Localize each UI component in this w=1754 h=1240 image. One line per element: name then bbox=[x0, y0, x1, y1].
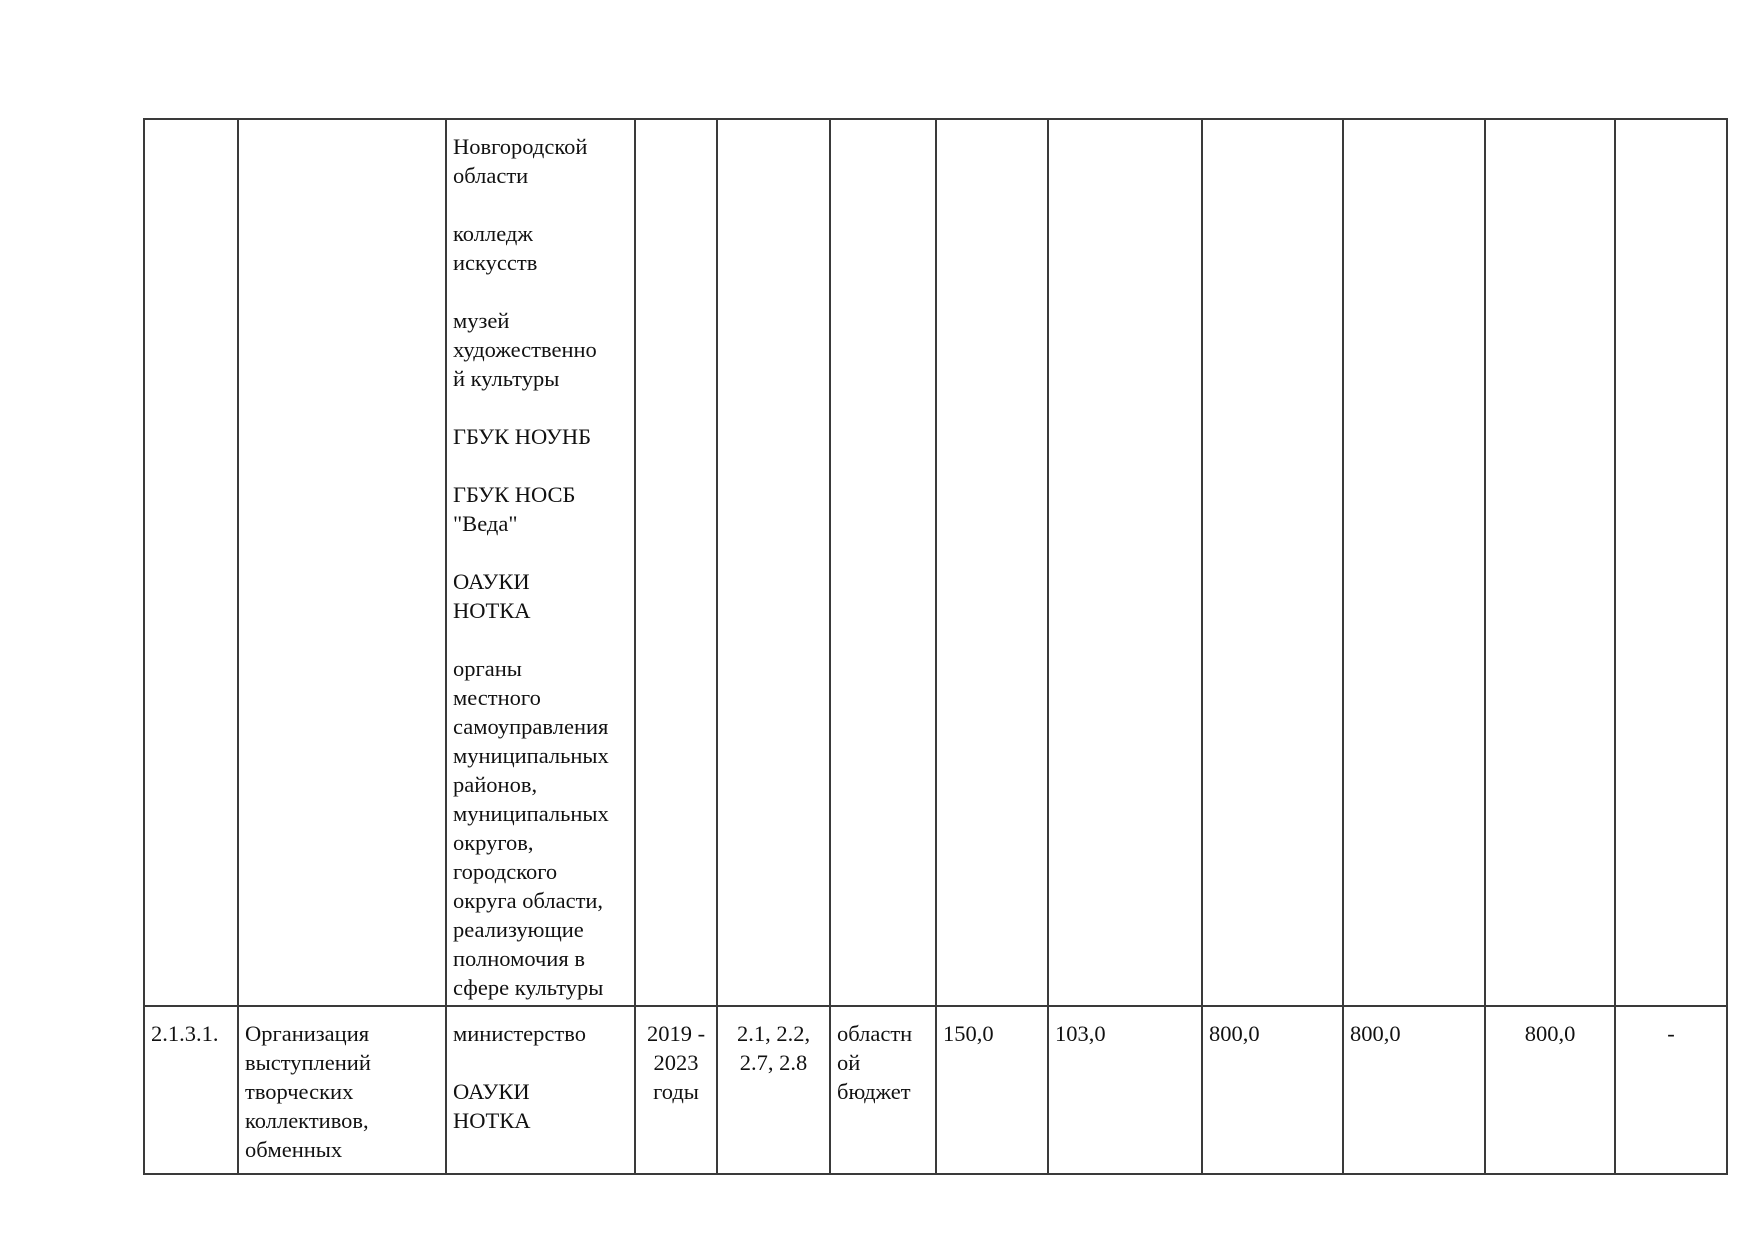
cell-2022: 800,0 bbox=[1343, 1006, 1485, 1174]
source-line: бюджет bbox=[837, 1079, 911, 1104]
cell-extra bbox=[1615, 119, 1727, 1006]
cell-event bbox=[238, 119, 446, 1006]
cell-source bbox=[830, 119, 936, 1006]
source-line: ой bbox=[837, 1050, 861, 1075]
cell-indicators bbox=[717, 1006, 830, 1174]
cell-indicators bbox=[717, 119, 830, 1006]
cell-2022 bbox=[1343, 119, 1485, 1006]
program-activities-table bbox=[143, 118, 1728, 1175]
cell-executors bbox=[446, 119, 635, 1006]
event-line: творческих bbox=[245, 1079, 354, 1104]
executor-line: районов, bbox=[453, 772, 538, 797]
cell-number bbox=[144, 119, 238, 1006]
cell-2019: 150,0 bbox=[936, 1006, 1048, 1174]
row-number: 2.1.3.1. bbox=[151, 1021, 219, 1046]
cell-event bbox=[238, 1006, 446, 1174]
executor-line: городского bbox=[453, 859, 558, 884]
executor-line: органы bbox=[453, 656, 522, 681]
executor-line: муниципальных bbox=[453, 743, 609, 768]
indicator-line: 2.1, 2.2, bbox=[736, 1021, 811, 1046]
period-line: годы bbox=[653, 1079, 699, 1104]
cell-2021: 800,0 bbox=[1202, 1006, 1343, 1174]
period-line: 2023 bbox=[653, 1050, 699, 1075]
cell-2020 bbox=[1048, 119, 1202, 1006]
cell-source bbox=[830, 1006, 936, 1174]
table-row bbox=[144, 119, 1727, 1006]
cell-period bbox=[635, 119, 717, 1006]
table-row bbox=[144, 1006, 1727, 1174]
event-line: Организация bbox=[245, 1021, 370, 1046]
cell-2020: 103,0 bbox=[1048, 1006, 1202, 1174]
executor-line: полномочия в bbox=[453, 946, 585, 971]
executor-line: ОАУКИ bbox=[453, 1079, 530, 1104]
cell-2021 bbox=[1202, 119, 1343, 1006]
executor-line: ГБУК НОУНБ bbox=[453, 424, 592, 449]
executor-line: й культуры bbox=[453, 366, 560, 391]
period-line: 2019 - bbox=[646, 1021, 706, 1046]
executor-line: ГБУК НОСБ bbox=[453, 482, 576, 507]
cell-2023: 800,0 bbox=[1485, 1006, 1615, 1174]
executor-line: "Веда" bbox=[453, 511, 518, 536]
cell-2023 bbox=[1485, 119, 1615, 1006]
executor-line: муниципальных bbox=[453, 801, 609, 826]
cell-2019 bbox=[936, 119, 1048, 1006]
executor-line: НОТКА bbox=[453, 598, 531, 623]
executor-line: округов, bbox=[453, 830, 534, 855]
cell-number bbox=[144, 1006, 238, 1174]
cell-period bbox=[635, 1006, 717, 1174]
executor-line: искусств bbox=[453, 250, 538, 275]
executor-line: сфере культуры bbox=[453, 975, 604, 1000]
cell-executors bbox=[446, 1006, 635, 1174]
event-line: выступлений bbox=[245, 1050, 371, 1075]
executor-line: музей bbox=[453, 308, 510, 333]
executor-line: местного bbox=[453, 685, 541, 710]
source-line: областн bbox=[837, 1021, 913, 1046]
executor-line: самоуправления bbox=[453, 714, 609, 739]
event-line: коллективов, bbox=[245, 1108, 369, 1133]
executor-line: художественно bbox=[453, 337, 597, 362]
executor-line: области bbox=[453, 163, 529, 188]
executor-line: ОАУКИ bbox=[453, 569, 530, 594]
executor-line: колледж bbox=[453, 221, 533, 246]
executor-line: НОТКА bbox=[453, 1108, 531, 1133]
indicator-line: 2.7, 2.8 bbox=[739, 1050, 808, 1075]
executor-line: министерство bbox=[453, 1021, 586, 1046]
executor-line: Новгородской bbox=[453, 134, 588, 159]
executor-line: округа области, bbox=[453, 888, 604, 913]
cell-extra: - bbox=[1615, 1006, 1727, 1174]
event-line: обменных bbox=[245, 1137, 343, 1162]
executor-line: реализующие bbox=[453, 917, 584, 942]
